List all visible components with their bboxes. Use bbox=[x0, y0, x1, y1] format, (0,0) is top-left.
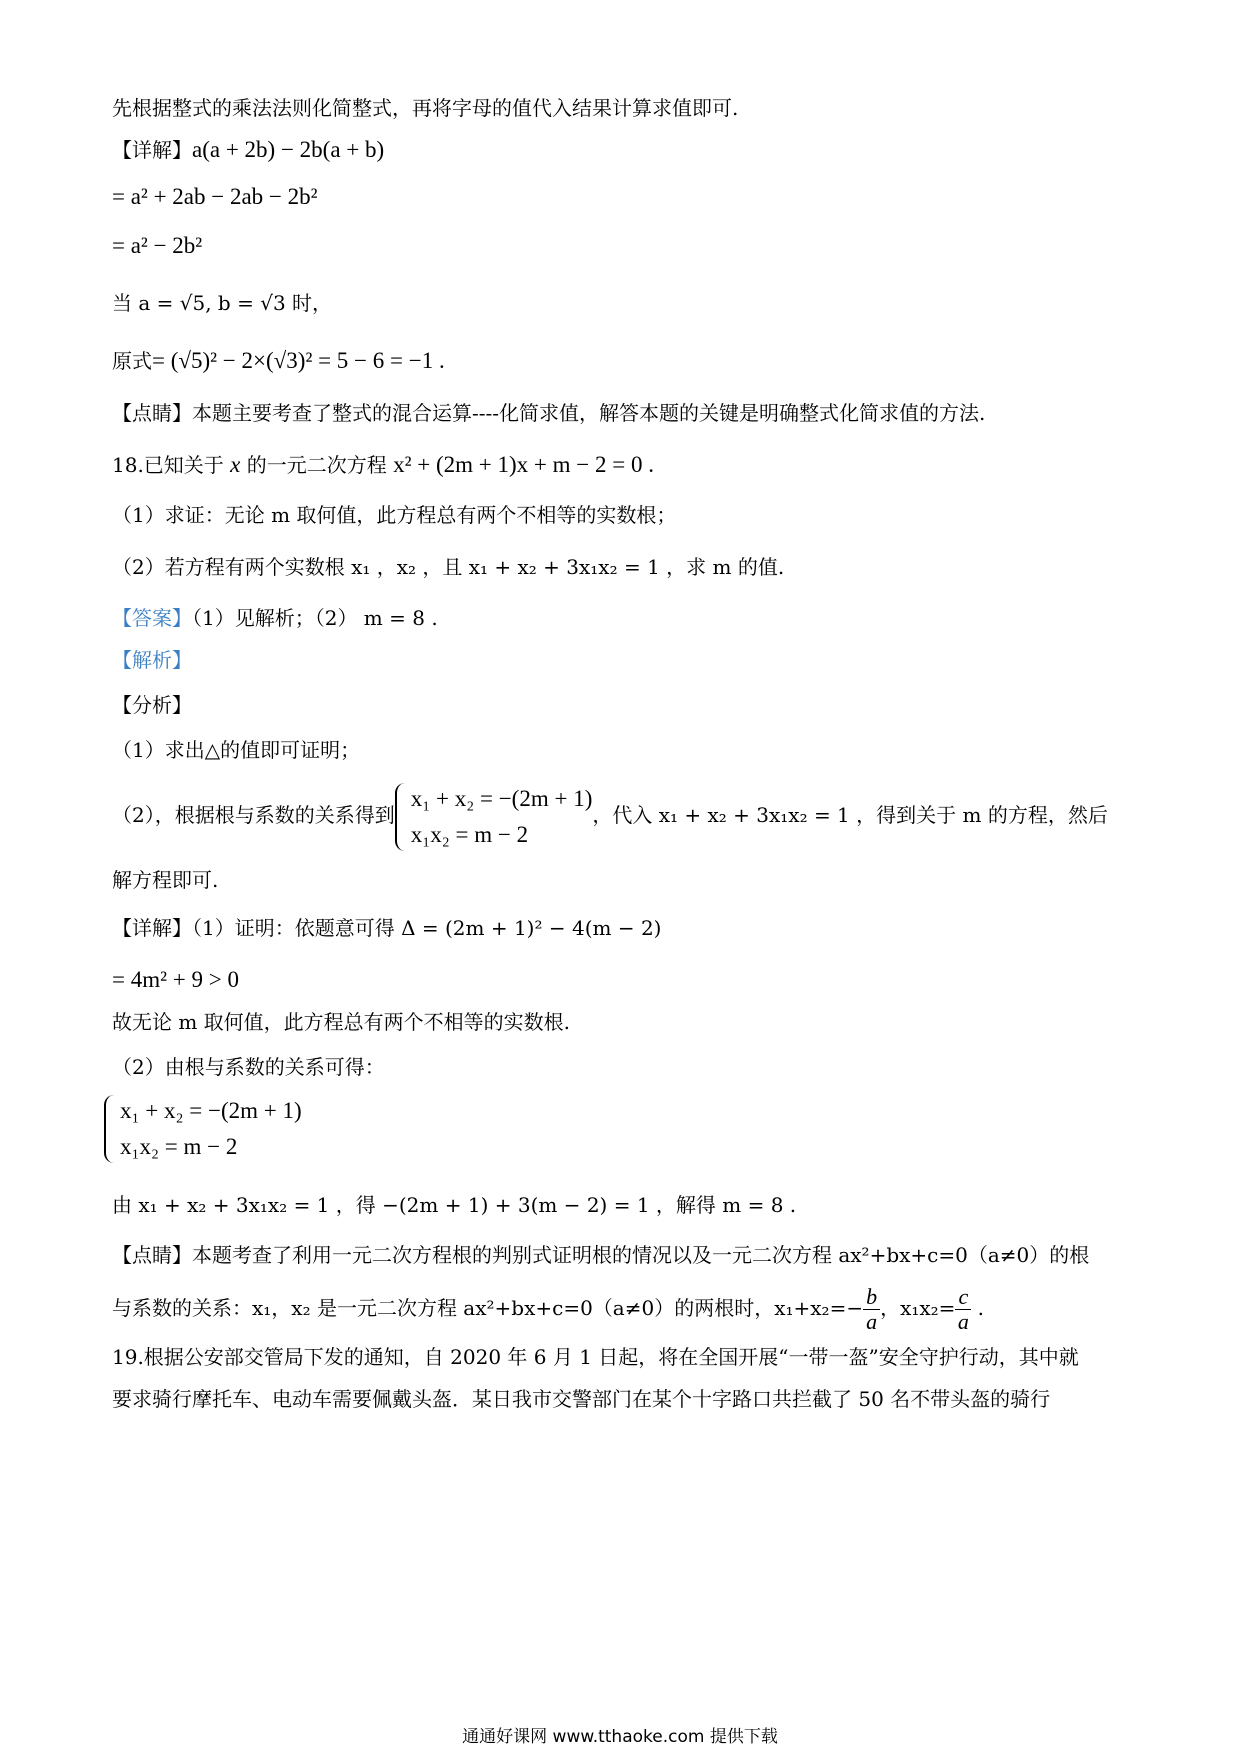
system-1-row-1: x₁ + x₂ = −(2m + 1) bbox=[410, 785, 593, 811]
intro-text: 先根据整式的乘法法则化简整式，再将字母的值代入结果计算求值即可. bbox=[112, 96, 739, 120]
fraction-1-denominator: a bbox=[866, 1309, 878, 1334]
detail-expression: a(a + 2b) − 2b(a + b) bbox=[192, 137, 385, 162]
original-expression-line bbox=[112, 346, 445, 376]
step-1: = a² + 2ab − 2ab − 2b² bbox=[112, 184, 318, 209]
detail-line bbox=[112, 135, 384, 165]
analysis-label: 【解析】 bbox=[112, 648, 192, 672]
a2-prefix: （2），根据根与系数的关系得到 bbox=[112, 803, 395, 827]
detail-1-conclusion: 故无论 m 取何值，此方程总有两个不相等的实数根. bbox=[112, 1010, 571, 1034]
question-19-line-1: 19.根据公安部交管局下发的通知，自 2020 年 6 月 1 日起，将在全国开展“一带一盔”安全守护行动，其中就 bbox=[112, 1345, 1079, 1369]
q18-part-1: （1）求证：无论 m 取何值，此方程总有两个不相等的实数根； bbox=[112, 503, 677, 527]
analysis-point-2 bbox=[112, 775, 1108, 855]
fraction-b-over-a bbox=[863, 1285, 880, 1334]
detail-1-label: 【详解】 bbox=[112, 916, 192, 940]
equation-system-2-line bbox=[104, 1093, 302, 1165]
question-19-line-2: 要求骑行摩托车、电动车需要佩戴头盔．某日我市交警部门在某个十字路口共拦截了 50 名不带头盔的骑行 bbox=[112, 1387, 1051, 1411]
comment-2-line-1: 【点睛】本题考查了利用一元二次方程根的判别式证明根的情况以及一元二次方程 ax²+bx+c=0（a≠0）的根 bbox=[112, 1243, 1090, 1267]
fraction-1-numerator: b bbox=[863, 1285, 880, 1310]
q18-variable: x bbox=[230, 452, 241, 477]
fenxi-label: 【分析】 bbox=[112, 693, 192, 717]
fraction-2-numerator: c bbox=[955, 1285, 971, 1310]
page-footer: 通通好课网 www.tthaoke.com 提供下载 bbox=[462, 1727, 778, 1747]
detail-label: 【详解】 bbox=[112, 138, 192, 162]
analysis-point-1: （1）求出△的值即可证明； bbox=[112, 738, 361, 762]
q18-equation: x² + (2m + 1)x + m − 2 = 0 . bbox=[393, 452, 654, 477]
fraction-2-denominator: a bbox=[957, 1309, 969, 1334]
equation-system-1 bbox=[395, 781, 593, 853]
answer-line bbox=[112, 603, 438, 633]
brace-1 bbox=[395, 783, 407, 851]
analysis-end: 解方程即可. bbox=[112, 868, 219, 892]
question-18 bbox=[112, 450, 654, 480]
system-2-row-1: x₁ + x₂ = −(2m + 1) bbox=[120, 1098, 302, 1123]
detail-2: （2）由根与系数的关系可得： bbox=[112, 1055, 385, 1079]
comment-2-prefix: 与系数的关系：x₁，x₂ 是一元二次方程 ax²+bx+c=0（a≠0）的两根时，x₁+x₂=− bbox=[112, 1296, 864, 1320]
q18-mid: 的一元二次方程 bbox=[240, 453, 394, 477]
comment-1: 【点睛】本题主要考查了整式的混合运算----化简求值，解答本题的关键是明确整式化简求值的方法. bbox=[112, 401, 986, 425]
comment-2-end: . bbox=[971, 1296, 984, 1320]
substitution-line: 当 a = √5, b = √3 时， bbox=[112, 291, 333, 315]
q18-part-2: （2）若方程有两个实数根 x₁ ，x₂ ，且 x₁ + x₂ + 3x₁x₂ = 1 ，求 m 的值. bbox=[112, 555, 785, 579]
brace-2 bbox=[104, 1095, 116, 1163]
answer-text: （1）见解析；（2） m = 8 . bbox=[192, 606, 438, 630]
system-2-row-2: x₁x₂ = m − 2 bbox=[120, 1134, 238, 1159]
equation-system-2 bbox=[104, 1093, 302, 1165]
a2-suffix: ，代入 x₁ + x₂ + 3x₁x₂ = 1 ，得到关于 m 的方程，然后 bbox=[592, 803, 1108, 827]
original-label: 原式 bbox=[112, 349, 152, 373]
fraction-c-over-a bbox=[955, 1285, 971, 1334]
detail-1 bbox=[112, 913, 661, 943]
q18-prefix: 18.已知关于 bbox=[112, 453, 231, 477]
step-2: = a² − 2b² bbox=[112, 233, 203, 258]
comment-2-mid: ，x₁x₂= bbox=[880, 1296, 956, 1320]
detail-1-step: = 4m² + 9 > 0 bbox=[112, 967, 239, 992]
system-1-row-2: x₁x₂ = m − 2 bbox=[410, 821, 529, 847]
comment-2-line-2 bbox=[112, 1278, 984, 1338]
original-expression: = (√5)² − 2×(√3)² = 5 − 6 = −1 . bbox=[152, 348, 445, 373]
answer-label: 【答案】 bbox=[112, 606, 192, 630]
detail-2-conclusion: 由 x₁ + x₂ + 3x₁x₂ = 1 ，得 −(2m + 1) + 3(m − 2) = 1 ，解得 m = 8 . bbox=[112, 1193, 797, 1217]
detail-1-text: （1）证明：依题意可得 Δ = (2m + 1)² − 4(m − 2) bbox=[192, 916, 662, 940]
